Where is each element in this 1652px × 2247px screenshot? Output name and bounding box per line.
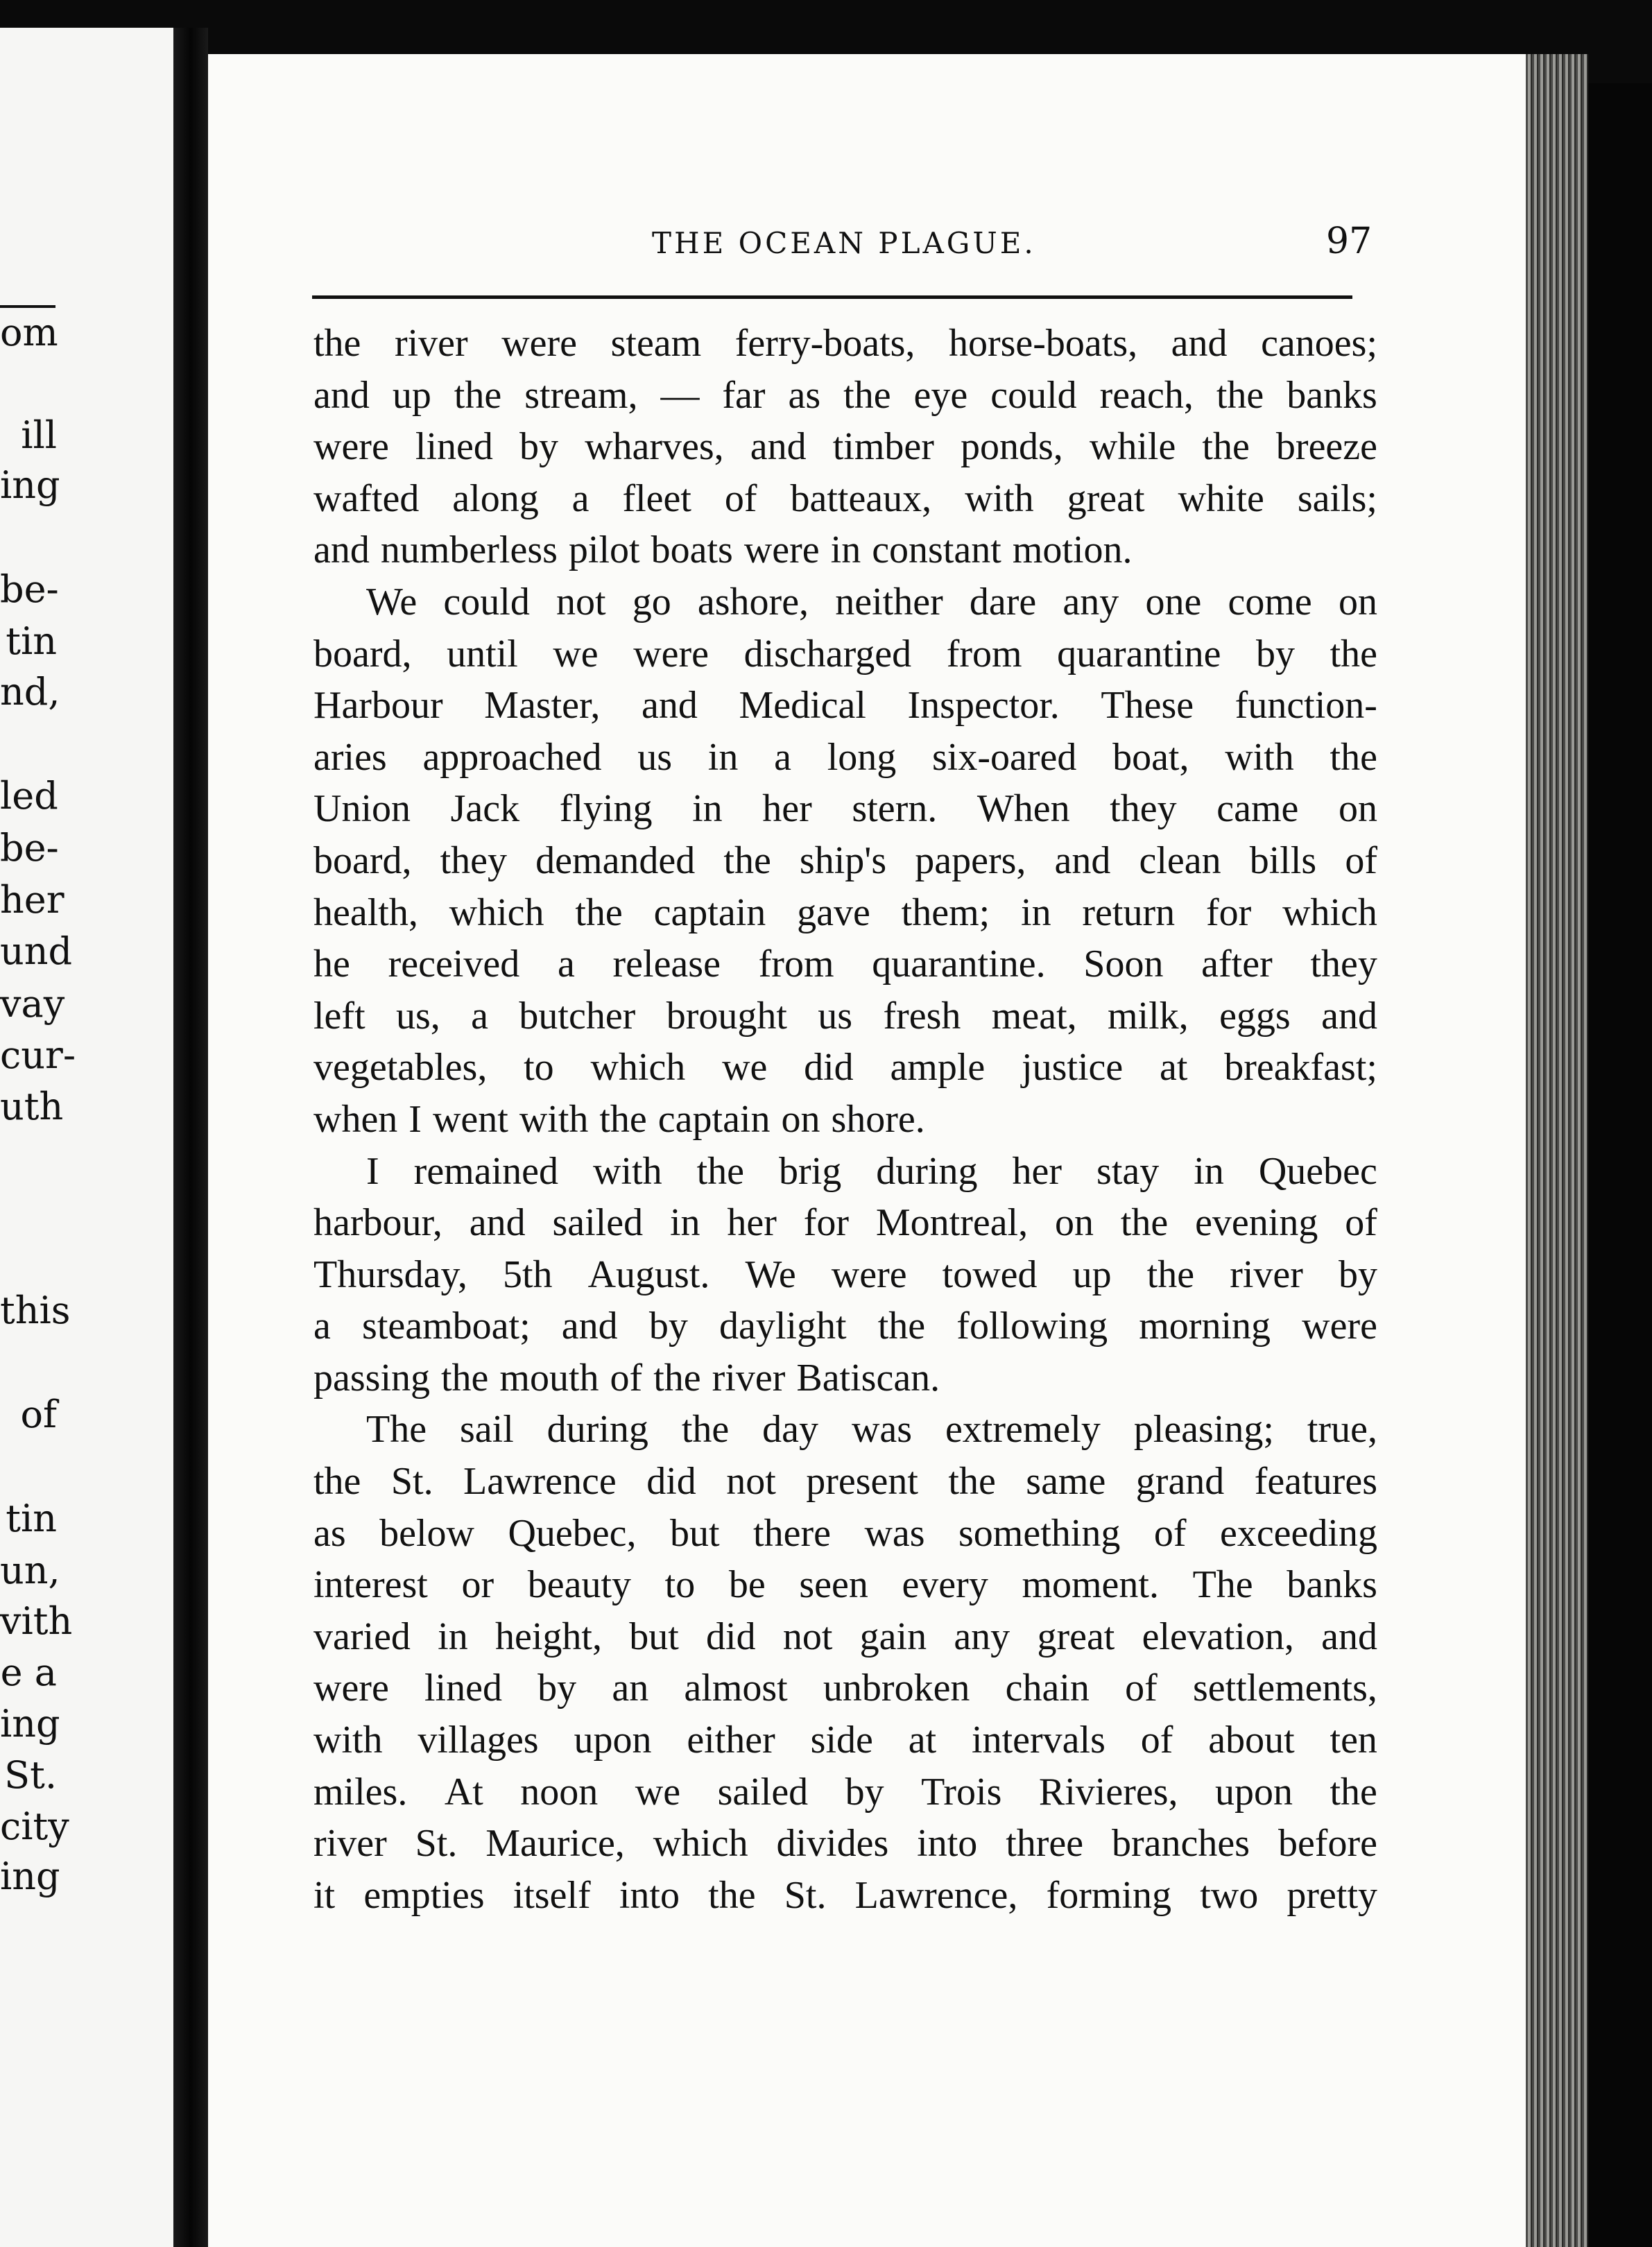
facing-page-line: tin (6, 1497, 57, 1540)
header-rule (312, 295, 1352, 299)
text-line: the St. Lawrence did not present the same grand features (313, 1460, 1377, 1504)
running-head: THE OCEAN PLAGUE. (652, 226, 1036, 260)
page-number: 97 (1326, 221, 1373, 262)
text-line: he received a release from quarantine. Soon after they (313, 942, 1377, 986)
text-line: were lined by an almost unbroken chain of settlements, (313, 1667, 1377, 1710)
facing-page-line: ing (0, 463, 60, 507)
facing-page-line: her (0, 878, 64, 922)
text-line: board, they demanded the ship's papers, and clean bills of (313, 838, 1377, 882)
facing-page-line: e a (0, 1651, 57, 1694)
text-line: miles. At noon we sailed by Trois Rivieres, upon the (313, 1770, 1377, 1814)
facing-page-line: St. (4, 1753, 57, 1797)
facing-page-line: ing (0, 1854, 60, 1898)
text-line: interest or beauty to be seen every moment. The banks (313, 1563, 1377, 1607)
text-line: were lined by wharves, and timber ponds, while the breeze (313, 425, 1377, 469)
facing-page-line: nd, (0, 670, 60, 714)
text-line: and up the stream, — far as the eye could reach, the banks (313, 373, 1377, 417)
facing-page-line: un, (0, 1549, 60, 1592)
text-line: vegetables, to which we did ample justice at breakfast; (313, 1046, 1377, 1090)
text-line: I remained with the brig during her stay in Quebec (366, 1149, 1377, 1193)
facing-page-line: om (0, 311, 58, 354)
text-line: Union Jack flying in her stern. When they came on (313, 787, 1377, 831)
text-line: health, which the captain gave them; in return for which (313, 890, 1377, 934)
text-line: passing the mouth of the river Batiscan. (313, 1356, 940, 1400)
body-text (313, 318, 1377, 1921)
text-line: We could not go ashore, neither dare any one come on (366, 580, 1377, 623)
text-line: a steamboat; and by daylight the following morning were (313, 1305, 1377, 1348)
facing-page-line: ing (0, 1702, 60, 1746)
text-line: varied in height, but did not gain any great elevation, and (313, 1615, 1377, 1658)
facing-page-line: be- (0, 567, 59, 611)
facing-page-line: ill (21, 413, 57, 457)
text-line: Thursday, 5th August. We were towed up the river by (313, 1252, 1377, 1296)
page-shadow (1588, 83, 1652, 2247)
facing-page-line: of (20, 1393, 57, 1436)
text-line: with villages upon either side at intervals of about ten (313, 1719, 1377, 1762)
facing-page (0, 28, 173, 2247)
text-line: it empties itself into the St. Lawrence, forming two pretty (313, 1873, 1377, 1917)
text-line: as below Quebec, but there was something of exceeding (313, 1511, 1377, 1555)
text-line: the river were steam ferry-boats, horse-boats, and canoes; (313, 322, 1377, 365)
text-line: and numberless pilot boats were in constant motion. (313, 528, 1133, 572)
facing-page-rule (0, 305, 55, 308)
book-gutter (173, 28, 208, 2247)
facing-page-line: city (0, 1805, 69, 1848)
text-line: left us, a butcher brought us fresh meat, milk, eggs and (313, 994, 1377, 1038)
book-page (208, 54, 1540, 2247)
facing-page-line: be- (0, 826, 59, 870)
text-line: board, until we were discharged from quarantine by the (313, 632, 1377, 675)
facing-page-line: vith (0, 1599, 73, 1643)
text-line: river St. Maurice, which divides into three branches before (313, 1822, 1377, 1866)
text-line: The sail during the day was extremely pleasing; true, (366, 1408, 1377, 1452)
page-stack-edge (1526, 54, 1588, 2247)
text-line: aries approached us in a long six-oared boat, with the (313, 735, 1377, 779)
facing-page-line: cur- (0, 1033, 76, 1077)
facing-page-line: vay (0, 982, 65, 1026)
text-line: wafted along a fleet of batteaux, with great white sails; (313, 476, 1377, 520)
facing-page-line: und (0, 929, 73, 973)
facing-page-line: tin (6, 619, 57, 663)
text-line: Harbour Master, and Medical Inspector. These function- (313, 684, 1377, 728)
facing-page-line: this (0, 1289, 71, 1332)
facing-page-line: led (0, 774, 58, 818)
text-line: harbour, and sailed in her for Montreal, on the evening of (313, 1201, 1377, 1245)
facing-page-line: uth (0, 1085, 64, 1128)
text-line: when I went with the captain on shore. (313, 1097, 925, 1141)
